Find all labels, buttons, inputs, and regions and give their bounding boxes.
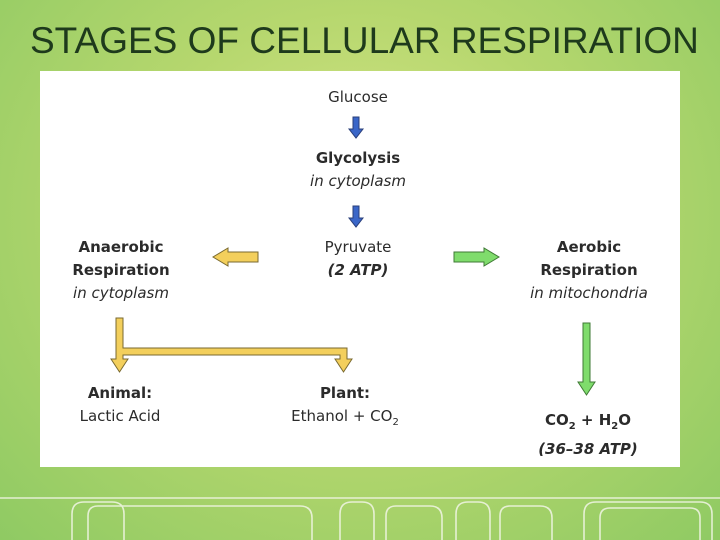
plant-node	[272, 382, 418, 434]
diagram-panel	[40, 71, 680, 467]
aerobic-yield: (36–38 ATP)	[538, 440, 638, 458]
plant-title: Plant:	[319, 384, 371, 402]
pyruvate-yield: (2 ATP)	[327, 261, 389, 279]
down-arrow-icon	[349, 117, 363, 138]
aerobic-title-line2: Respiration	[540, 261, 638, 279]
down-arrow-icon	[578, 323, 595, 395]
pyruvate-title: Pyruvate	[324, 238, 392, 256]
aerobic-title-line1: Aerobic	[556, 238, 622, 256]
anaerobic-title-line2: Respiration	[72, 261, 170, 279]
anaerobic-title-line1: Anaerobic	[78, 238, 164, 256]
aerobic-node	[510, 236, 668, 305]
glycolysis-title: Glycolysis	[315, 149, 401, 167]
aerobic-products-node	[518, 409, 658, 461]
aerobic-location: in mitochondria	[530, 284, 648, 302]
anaerobic-location: in cytoplasm	[73, 284, 169, 302]
footer-decoration	[0, 492, 720, 540]
down-arrow-icon	[349, 206, 363, 227]
branch-connector-icon	[111, 318, 352, 372]
aerobic-products: $CO_2 + H_2O$	[544, 411, 632, 432]
slide-title: STAGES OF CELLULAR RESPIRATION	[30, 20, 699, 61]
animal-product: Lactic Acid	[79, 407, 161, 425]
plant-product: Ethanol + $CO_2$	[291, 407, 399, 428]
animal-title: Animal:	[87, 384, 153, 402]
glycolysis-location: in cytoplasm	[310, 172, 406, 190]
left-arrow-icon	[213, 248, 258, 266]
right-arrow-icon	[454, 248, 499, 266]
animal-node	[55, 382, 185, 428]
pyruvate-node	[280, 236, 436, 282]
anaerobic-node	[50, 236, 192, 305]
glucose-label: Glucose	[328, 88, 388, 106]
glycolysis-node	[280, 147, 436, 193]
